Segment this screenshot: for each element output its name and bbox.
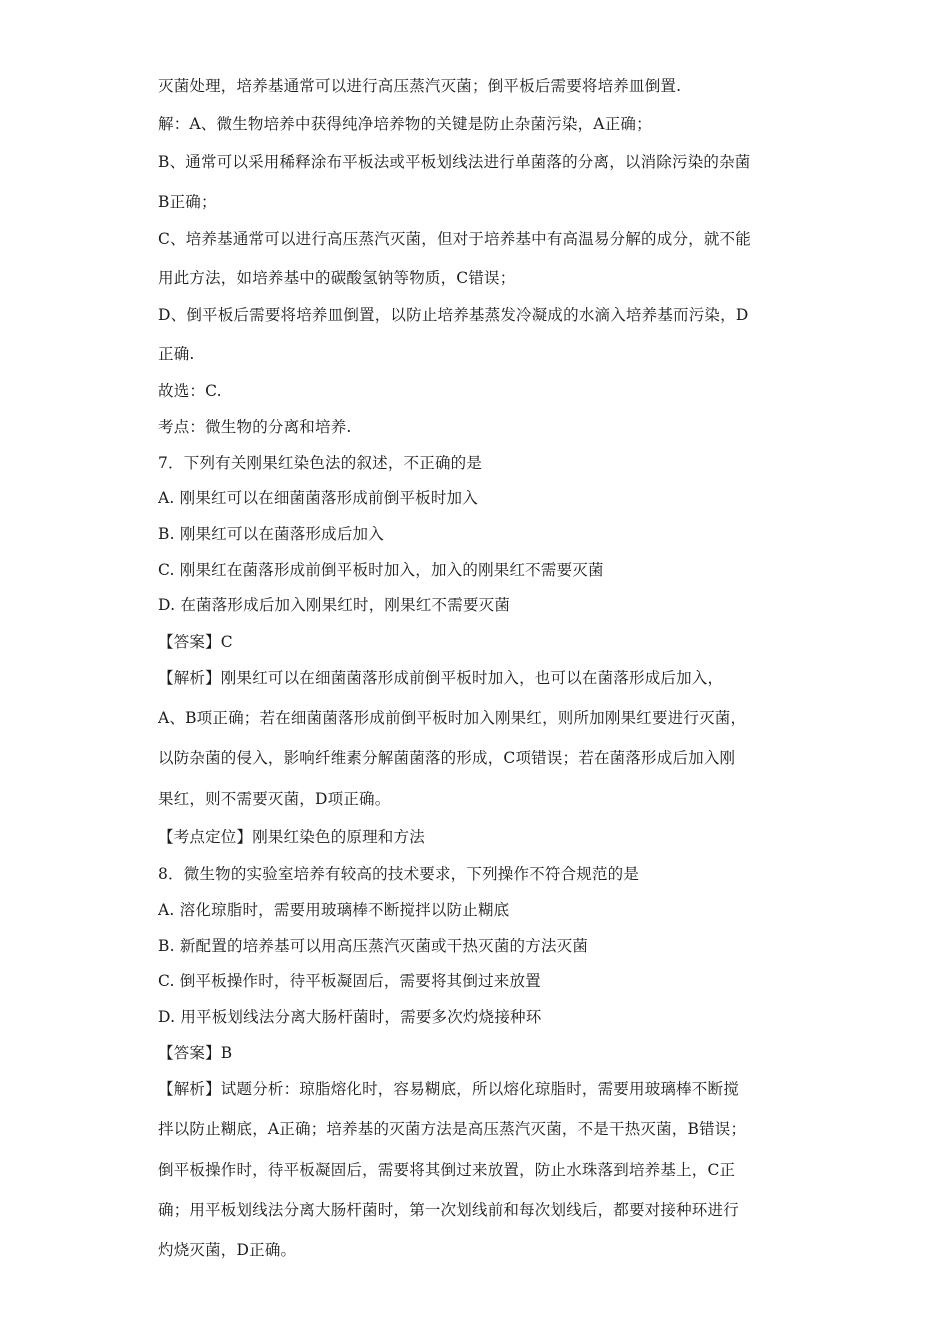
answer-line: 【答案】B [158, 1044, 233, 1062]
analysis-line: 以防杂菌的侵入，影响纤维素分解菌菌落的形成，C项错误；若在菌落形成后加入刚 [158, 749, 736, 767]
analysis-line: 果红，则不需要灭菌，D项正确。 [158, 790, 391, 808]
text-line: B正确； [158, 193, 217, 211]
option-c: C. 倒平板操作时，待平板凝固后，需要将其倒过来放置 [158, 972, 541, 990]
option-d: D. 在菌落形成后加入刚果红时，刚果红不需要灭菌 [158, 596, 511, 614]
analysis-line: 【解析】试题分析：琼脂熔化时，容易糊底，所以熔化琼脂时，需要用玻璃棒不断搅 [158, 1080, 739, 1098]
text-line: 灭菌处理，培养基通常可以进行高压蒸汽灭菌；倒平板后需要将培养皿倒置. [158, 77, 682, 95]
analysis-line: 灼烧灭菌，D正确。 [158, 1241, 297, 1259]
answer-line: 【答案】C [158, 633, 233, 651]
analysis-line: 确；用平板划线法分离大肠杆菌时，第一次划线前和每次划线后，都要对接种环进行 [158, 1201, 739, 1219]
knowledge-point: 【考点定位】刚果红染色的原理和方法 [158, 828, 425, 846]
text-line: 故选：C. [158, 382, 222, 400]
option-b: B. 新配置的培养基可以用高压蒸汽灭菌或干热灭菌的方法灭菌 [158, 937, 589, 955]
text-line: 考点：微生物的分离和培养. [158, 418, 352, 436]
option-d: D. 用平板划线法分离大肠杆菌时，需要多次灼烧接种环 [158, 1008, 542, 1026]
option-a: A. 溶化琼脂时，需要用玻璃棒不断搅拌以防止糊底 [158, 901, 510, 919]
text-line: D、倒平板后需要将培养皿倒置，以防止培养基蒸发冷凝成的水滴入培养基而污染，D [158, 306, 749, 324]
question-8-title: 8．微生物的实验室培养有较高的技术要求，下列操作不符合规范的是 [158, 865, 640, 883]
option-b: B. 刚果红可以在菌落形成后加入 [158, 525, 384, 543]
option-c: C. 刚果红在菌落形成前倒平板时加入，加入的刚果红不需要灭菌 [158, 561, 604, 579]
text-line: 用此方法，如培养基中的碳酸氢钠等物质，C错误； [158, 269, 516, 287]
text-line: C、培养基通常可以进行高压蒸汽灭菌，但对于培养基中有高温易分解的成分，就不能 [158, 230, 751, 248]
analysis-line: A、B项正确；若在细菌菌落形成前倒平板时加入刚果红，则所加刚果红要进行灭菌， [158, 709, 747, 727]
text-line: 解：A、微生物培养中获得纯净培养物的关键是防止杂菌污染，A正确； [158, 115, 652, 133]
analysis-line: 拌以防止糊底，A正确；培养基的灭菌方法是高压蒸汽灭菌，不是干热灭菌，B错误； [158, 1120, 747, 1138]
text-line: B、通常可以采用稀释涂布平板法或平板划线法进行单菌落的分离，以消除污染的杂菌 [158, 153, 751, 171]
analysis-line: 【解析】刚果红可以在细菌菌落形成前倒平板时加入，也可以在菌落形成后加入， [158, 669, 724, 687]
analysis-line: 倒平板操作时，待平板凝固后，需要将其倒过来放置，防止水珠落到培养基上，C正 [158, 1161, 736, 1179]
question-7-title: 7．下列有关刚果红染色法的叙述，不正确的是 [158, 454, 483, 472]
option-a: A. 刚果红可以在细菌菌落形成前倒平板时加入 [158, 489, 478, 507]
text-line: 正确. [158, 345, 195, 363]
